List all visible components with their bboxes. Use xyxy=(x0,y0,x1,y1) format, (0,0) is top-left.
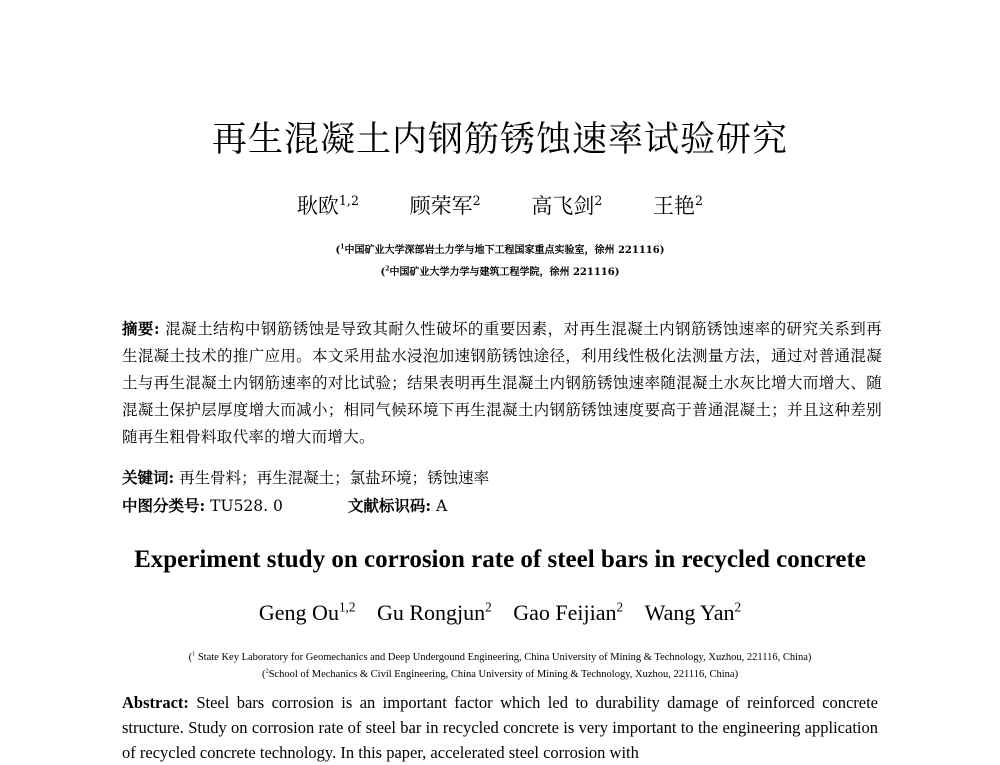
abstract-label: 摘要: xyxy=(122,319,160,338)
author: Gu Rongjun$^2$ xyxy=(376,599,492,625)
abstract-english xyxy=(122,690,878,765)
affiliation-chinese: ($^1$中国矿业大学深部岩土力学与地下工程国家重点实验室，徐州 221116) xyxy=(335,243,665,256)
author-list-english xyxy=(0,600,1000,626)
doc-code-value: A xyxy=(435,497,448,515)
affiliation-english: ($^2$School of Mechanics & Civil Engineering, China University of Mining & Technology, Xuzhou, 221116, China) xyxy=(261,667,739,680)
keywords-chinese xyxy=(122,466,489,488)
keywords-label: 关键词: xyxy=(122,468,175,487)
abstract-text: Steel bars corrosion is an important factor which led to durability damage of reinforced concrete structure. Study on corrosion rate of steel bar in recycled concrete is very important to the engineering application of recycled concrete technology. In this paper, accelerated steel corrosion with xyxy=(122,693,879,762)
paper-title-chinese: 再生混凝土内钢筋锈蚀速率试验研究 xyxy=(211,120,788,160)
author: Gao Feijian$^2$ xyxy=(513,599,624,625)
author: 耿欧$^{1,2}$ xyxy=(296,193,359,218)
paper-title-english: Experiment study on corrosion rate of steel bars in recycled concrete xyxy=(134,546,866,573)
abstract-label: Abstract: xyxy=(122,693,189,712)
classification-line xyxy=(122,494,447,516)
keywords-text: 再生骨料；再生混凝土；氯盐环境；锈蚀速率 xyxy=(179,469,490,487)
affiliation-english: ($^1$ State Key Laboratory for Geomechanics and Deep Undergound Engineering, China University of Mining & Technology, Xuzhou, 221116, China) xyxy=(188,650,812,663)
affiliation-chinese: ($^2$中国矿业大学力学与建筑工程学院，徐州 221116) xyxy=(380,265,620,278)
author: Geng Ou$^{1,2}$ xyxy=(258,599,356,625)
author: 高飞剑$^2$ xyxy=(531,193,603,218)
author: Wang Yan$^2$ xyxy=(644,599,742,625)
abstract-text: 混凝土结构中钢筋锈蚀是导致其耐久性破坏的重要因素，对再生混凝土内钢筋锈蚀速率的研究关系到再生混凝土技术的推广应用。本文采用盐水浸泡加速钢筋锈蚀途径，利用线性极化法测量方法，通过对普通混凝土与再生混凝土内钢筋速率的对比试验；结果表明再生混凝土内钢筋锈蚀速率随混凝土水灰比增大而增大、随混凝土保护层厚度增大而减小；相同气候环境下再生混凝土内钢筋锈蚀速度要高于普通混凝土；并且这种差别随再生粗骨料取代率的增大而增大。 xyxy=(122,320,882,446)
abstract-chinese xyxy=(122,315,882,451)
author-list-chinese xyxy=(0,190,1000,220)
author: 顾荣军$^2$ xyxy=(409,193,481,218)
clc-label: 中图分类号: xyxy=(122,496,206,515)
clc-value: TU528. 0 xyxy=(210,497,283,515)
doc-code-label: 文献标识码: xyxy=(347,496,432,515)
author: 王艳$^2$ xyxy=(653,193,704,218)
